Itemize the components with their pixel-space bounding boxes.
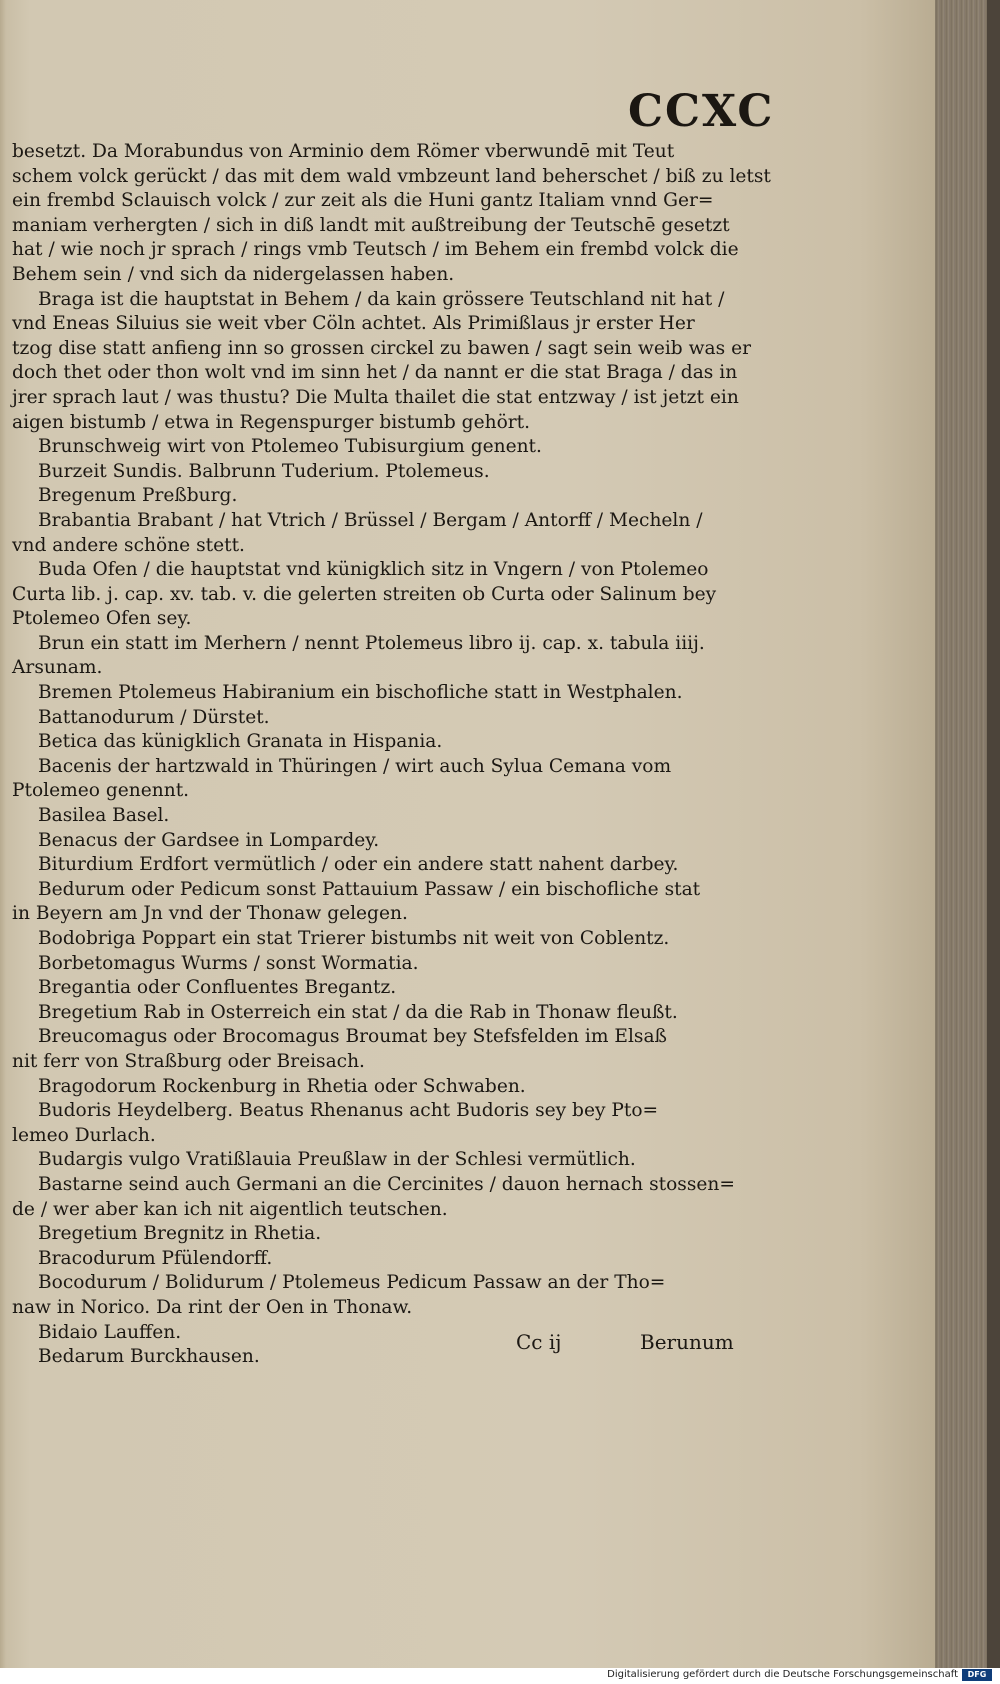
footer-credit: Digitalisierung gefördert durch die Deutsche Forschungsgemeinschaft [607, 1669, 958, 1680]
text-line: naw in Norico. Da rint der Oen in Thonaw. [12, 1296, 413, 1318]
text-line: nit ferr von Straßburg oder Breisach. [12, 1050, 365, 1072]
text-line: Bracodurum Pfülendorff. [38, 1247, 273, 1269]
text-line: tzog dise statt anfieng inn so grossen circkel zu bawen / sagt sein weib was er [12, 337, 751, 359]
text-line: Burzeit Sundis. Balbrunn Tuderium. Ptolemeus. [38, 460, 490, 482]
text-line: hat / wie noch jr sprach / rings vmb Teutsch / im Behem ein frembd volck die [12, 239, 739, 261]
book-fore-edge [935, 0, 988, 1678]
text-line: schem volck gerückt / das mit dem wald vmbzeunt land beherschet / biß zu letst [12, 165, 771, 187]
text-line: Bregetium Rab in Osterreich ein stat / da die Rab in Thonaw fleußt. [38, 1001, 678, 1023]
text-line: Budargis vulgo Vratißlauia Preußlaw in der Schlesi vermütlich. [38, 1149, 636, 1171]
text-line: Bregenum Preßburg. [38, 485, 238, 507]
text-line: besetzt. Da Morabundus von Arminio dem Römer vberwundē mit Teut [12, 141, 675, 162]
text-line: Basilea Basel. [38, 805, 170, 827]
text-line: Braga ist die hauptstat in Behem / da kain grössere Teutschland nit hat / [38, 288, 725, 310]
text-line: Brun ein statt im Merhern / nennt Ptolemeus libro ij. cap. x. tabula iiij. [38, 632, 705, 654]
text-line: Bodobriga Poppart ein stat Trierer bistumbs nit weit von Coblentz. [38, 928, 670, 949]
text-line: Bragodorum Rockenburg in Rhetia oder Schwaben. [38, 1075, 526, 1097]
text-line: Benacus der Gardsee in Lompardey. [38, 829, 380, 851]
scan-edge-shadow [987, 0, 1000, 1684]
text-line: in Beyern am Jn vnd der Thonaw gelegen. [12, 903, 408, 925]
text-line: aigen bistumb / etwa in Regenspurger bistumb gehört. [12, 411, 531, 433]
text-line: Bremen Ptolemeus Habiranium ein bischofliche statt in Westphalen. [38, 682, 683, 704]
text-line: Bocodurum / Bolidurum / Ptolemeus Pedicum Passaw an der Tho= [38, 1272, 666, 1294]
text-line: Buda Ofen / die hauptstat vnd künigklich sitz in Vngern / von Ptolemeo [38, 559, 709, 581]
text-line: Behem sein / vnd sich da nidergelassen haben. [12, 263, 455, 285]
text-line: vnd andere schöne stett. [12, 534, 245, 556]
text-line: Brabantia Brabant / hat Vtrich / Brüssel / Bergam / Antorff / Mecheln / [38, 509, 703, 531]
text-line: Brunschweig wirt von Ptolemeo Tubisurgium genent. [38, 436, 542, 458]
text-line: vnd Eneas Siluius sie weit vber Cöln achtet. Als Primißlaus jr erster Her [12, 313, 695, 335]
text-line: lemeo Durlach. [12, 1124, 156, 1146]
text-line: Battanodurum / Dürstet. [38, 706, 270, 728]
text-line: Bregantia oder Confluentes Bregantz. [38, 977, 397, 999]
text-line: Biturdium Erdfort vermütlich / oder ein andere statt nahent darbey. [38, 854, 679, 876]
folio-number: CCXC [628, 86, 775, 137]
dfg-logo-icon: DFG [962, 1669, 992, 1681]
text-line: Bedurum oder Pedicum sonst Pattauium Passaw / ein bischofliche stat [38, 878, 701, 900]
text-line: doch thet oder thon wolt vnd im sinn het / da nannt er die stat Braga / das in [12, 362, 738, 384]
text-line: Bidaio Lauffen. [38, 1321, 182, 1343]
text-line: Bastarne seind auch Germani an die Cercinites / dauon hernach stossen= [38, 1173, 735, 1195]
text-line: Betica das künigklich Granata in Hispania. [38, 731, 443, 753]
text-line: Breucomagus oder Brocomagus Broumat bey Stefsfelden im Elsaß [38, 1026, 667, 1048]
text-line: Bregetium Bregnitz in Rhetia. [38, 1223, 322, 1245]
text-line: ein frembd Sclauisch volck / zur zeit als die Huni gantz Italiam vnnd Ger= [12, 190, 714, 212]
text-line: Ptolemeo Ofen sey. [12, 608, 192, 630]
text-line: jrer sprach laut / was thustu? Die Multa thailet die stat entzway / ist jetzt ein [12, 386, 739, 408]
text-line: Ptolemeo genennt. [12, 780, 190, 802]
signature-mark: Cc ij [516, 1330, 562, 1354]
text-line: de / wer aber kan ich nit aigentlich teutschen. [12, 1198, 448, 1220]
text-line: Bedarum Burckhausen. [38, 1346, 260, 1368]
text-line: Arsunam. [12, 657, 103, 679]
text-line: Budoris Heydelberg. Beatus Rhenanus acht Budoris sey bey Pto= [38, 1100, 659, 1122]
catchword: Berunum [640, 1330, 734, 1354]
text-line: Borbetomagus Wurms / sonst Wormatia. [38, 952, 419, 974]
text-line: maniam verhergten / sich in diß landt mit außtreibung der Teutschē gesetzt [12, 214, 730, 236]
text-line: Curta lib. j. cap. xv. tab. v. die gelerten streiten ob Curta oder Salinum bey [12, 583, 717, 605]
text-line: Bacenis der hartzwald in Thüringen / wirt auch Sylua Cemana vom [38, 755, 672, 777]
text-block [12, 140, 771, 1370]
